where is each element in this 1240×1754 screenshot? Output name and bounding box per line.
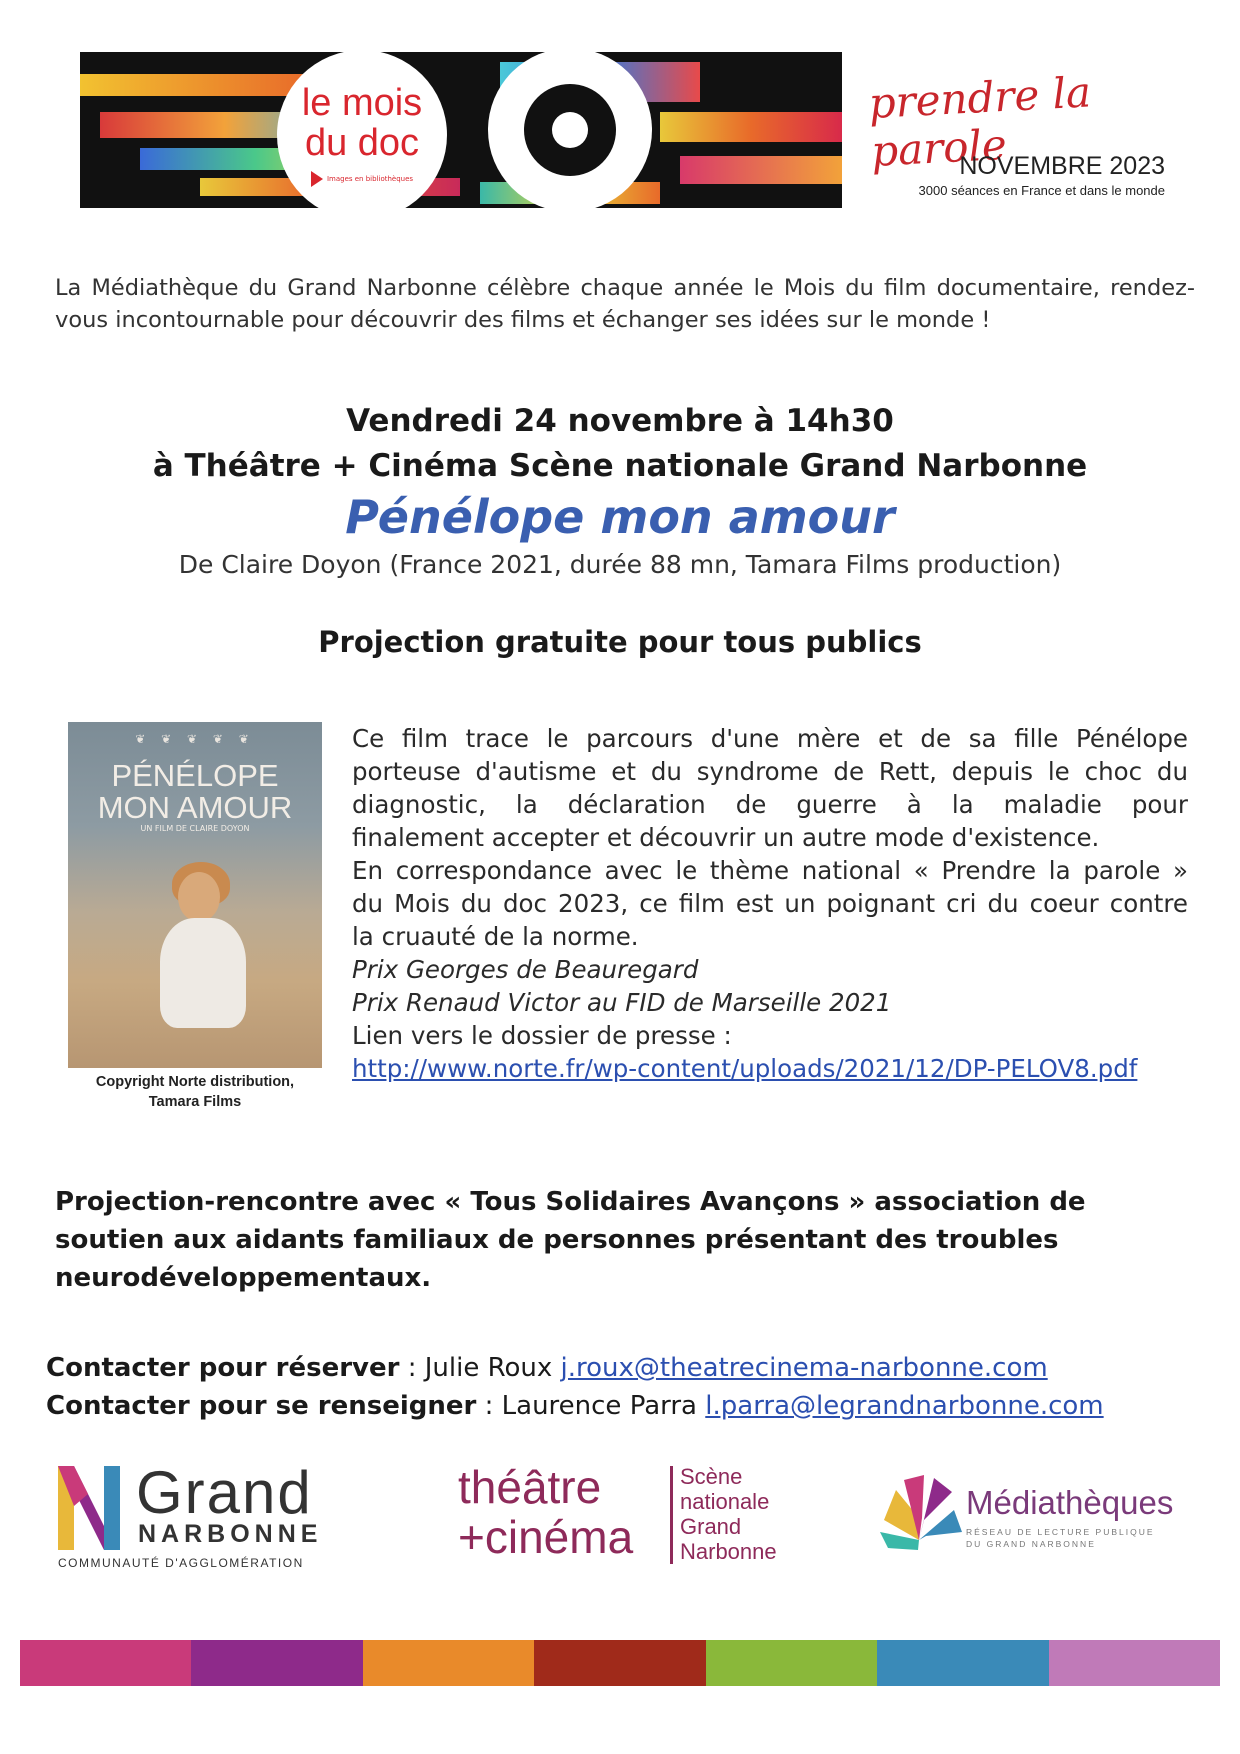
prize-1: Prix Georges de Beauregard xyxy=(352,955,699,984)
color-bar-segment xyxy=(191,1640,362,1686)
mediatheques-logo xyxy=(874,1470,1174,1570)
logo-sub xyxy=(311,171,413,187)
copyright-line2: Tamara Films xyxy=(148,1094,242,1110)
book-icon xyxy=(874,1470,964,1560)
copyright-line1: Copyright Norte distribution, xyxy=(95,1074,295,1090)
theatre-cinema-logo xyxy=(458,1460,798,1570)
gn-grand-text: Grand xyxy=(136,1459,313,1526)
md-subtitle xyxy=(966,1526,1155,1550)
tagline: prendre la parole xyxy=(867,67,1093,176)
md-sub-line: RÉSEAU DE LECTURE PUBLIQUE xyxy=(966,1527,1155,1537)
tc-divider xyxy=(670,1466,673,1564)
film-reel-hole xyxy=(552,112,588,148)
synopsis-line: Ce film trace le parcours d'une mère et de sa fille Pénélope xyxy=(352,724,1188,753)
grand-narbonne-logo xyxy=(58,1459,358,1572)
seances-count: 3000 séances en France et dans le monde xyxy=(918,183,1165,198)
tc-cinema-text: +cinéma xyxy=(458,1511,634,1563)
poster-copyright xyxy=(68,1072,322,1112)
poster-director: UN FILM DE CLAIRE DOYON xyxy=(140,824,250,833)
synopsis xyxy=(352,722,1188,1085)
tc-scene-line: Narbonne xyxy=(680,1539,777,1564)
logo-line2: du doc xyxy=(304,122,420,164)
banner-stripe xyxy=(80,74,310,96)
color-bar xyxy=(20,1640,1220,1686)
contact-info xyxy=(46,1388,1206,1424)
gn-community-text: COMMUNAUTÉ D'AGGLOMÉRATION xyxy=(58,1556,304,1570)
color-bar-segment xyxy=(534,1640,705,1686)
md-title-text: Médiathèques xyxy=(966,1484,1174,1521)
prize-2: Prix Renaud Victor au FID de Marseille 2021 xyxy=(352,988,892,1017)
md-sub-line: DU GRAND NARBONNE xyxy=(966,1539,1096,1549)
info-email-link[interactable]: l.parra@legrandnarbonne.com xyxy=(705,1391,1104,1421)
event-date: Vendredi 24 novembre à 14h30 xyxy=(346,403,894,439)
synopsis-line: porteuse d'autisme et du syndrome de Rett, depuis le choc du xyxy=(352,757,1188,786)
banner-stripe xyxy=(680,156,842,184)
poster-title-line2: MON AMOUR xyxy=(97,790,293,825)
mois-du-doc-banner xyxy=(80,52,842,208)
banner-stripe xyxy=(660,112,842,142)
color-bar-segment xyxy=(706,1640,877,1686)
mois-du-doc-logo xyxy=(277,50,447,220)
synopsis-line: la cruauté de la norme. xyxy=(352,922,639,951)
press-kit-link[interactable]: http://www.norte.fr/wp-content/uploads/2021/12/DP-PELOV8.pdf xyxy=(352,1054,1138,1083)
reserve-label: Contacter pour réserver xyxy=(46,1353,400,1383)
synopsis-line: En correspondance avec le thème national « Prendre la parole » xyxy=(352,856,1188,885)
play-icon xyxy=(311,171,323,187)
poster-title-line1: PÉNÉLOPE xyxy=(111,758,279,793)
event-month: NOVEMBRE 2023 xyxy=(959,152,1165,180)
meeting-info: Projection-rencontre avec « Tous Solidaires Avançons » association de soutien aux aidants familiaux de personnes présentant des troubles neurodéveloppementaux. xyxy=(55,1187,1086,1293)
reserve-name: : Julie Roux xyxy=(399,1353,561,1383)
tc-scene-line: Scène xyxy=(680,1464,743,1489)
tc-scene-line: nationale xyxy=(680,1489,770,1514)
synopsis-line: du Mois du doc 2023, ce film est un poignant cri du coeur contre xyxy=(352,889,1188,918)
color-bar-segment xyxy=(877,1640,1048,1686)
grand-narbonne-n-icon xyxy=(58,1466,120,1550)
event-venue: à Théâtre + Cinéma Scène nationale Grand Narbonne xyxy=(152,448,1088,484)
color-bar-segment xyxy=(363,1640,534,1686)
synopsis-line: diagnostic, la déclaration de guerre à la maladie pour xyxy=(352,790,1188,819)
contact-reserve xyxy=(46,1350,1206,1386)
logo-small-text: Images en bibliothèques xyxy=(326,175,414,183)
poster-child-head xyxy=(178,872,220,922)
free-screening: Projection gratuite pour tous publics xyxy=(318,625,922,659)
film-poster xyxy=(68,722,322,1068)
poster-child-body xyxy=(160,918,246,1028)
synopsis-line: finalement accepter et découvrir un autre mode d'existence. xyxy=(352,823,1100,852)
color-bar-segment xyxy=(1049,1640,1220,1686)
gn-narbonne-text: NARBONNE xyxy=(138,1520,323,1548)
cut-off-text xyxy=(45,1333,1125,1343)
tc-scene-text xyxy=(680,1464,777,1564)
press-label: Lien vers le dossier de presse : xyxy=(352,1021,732,1050)
tc-scene-line: Grand xyxy=(680,1514,742,1539)
info-name: : Laurence Parra xyxy=(476,1391,706,1421)
logo-line1: le mois xyxy=(301,82,423,124)
laurels-icon: ❦ ❦ ❦ ❦ ❦ xyxy=(135,732,255,746)
reserve-email-link[interactable]: j.roux@theatrecinema-narbonne.com xyxy=(560,1353,1048,1383)
tc-theatre-text: théâtre xyxy=(458,1461,602,1513)
film-title: Pénélope mon amour xyxy=(345,490,895,544)
intro-paragraph: La Médiathèque du Grand Narbonne célèbre chaque année le Mois du film documentaire, rendez-vous incontournable pour découvrir des films et échanger ses idées sur le monde ! xyxy=(55,275,1195,333)
info-label: Contacter pour se renseigner xyxy=(46,1391,477,1421)
color-bar-segment xyxy=(20,1640,191,1686)
film-credits: De Claire Doyon (France 2021, durée 88 mn, Tamara Films production) xyxy=(178,550,1062,579)
